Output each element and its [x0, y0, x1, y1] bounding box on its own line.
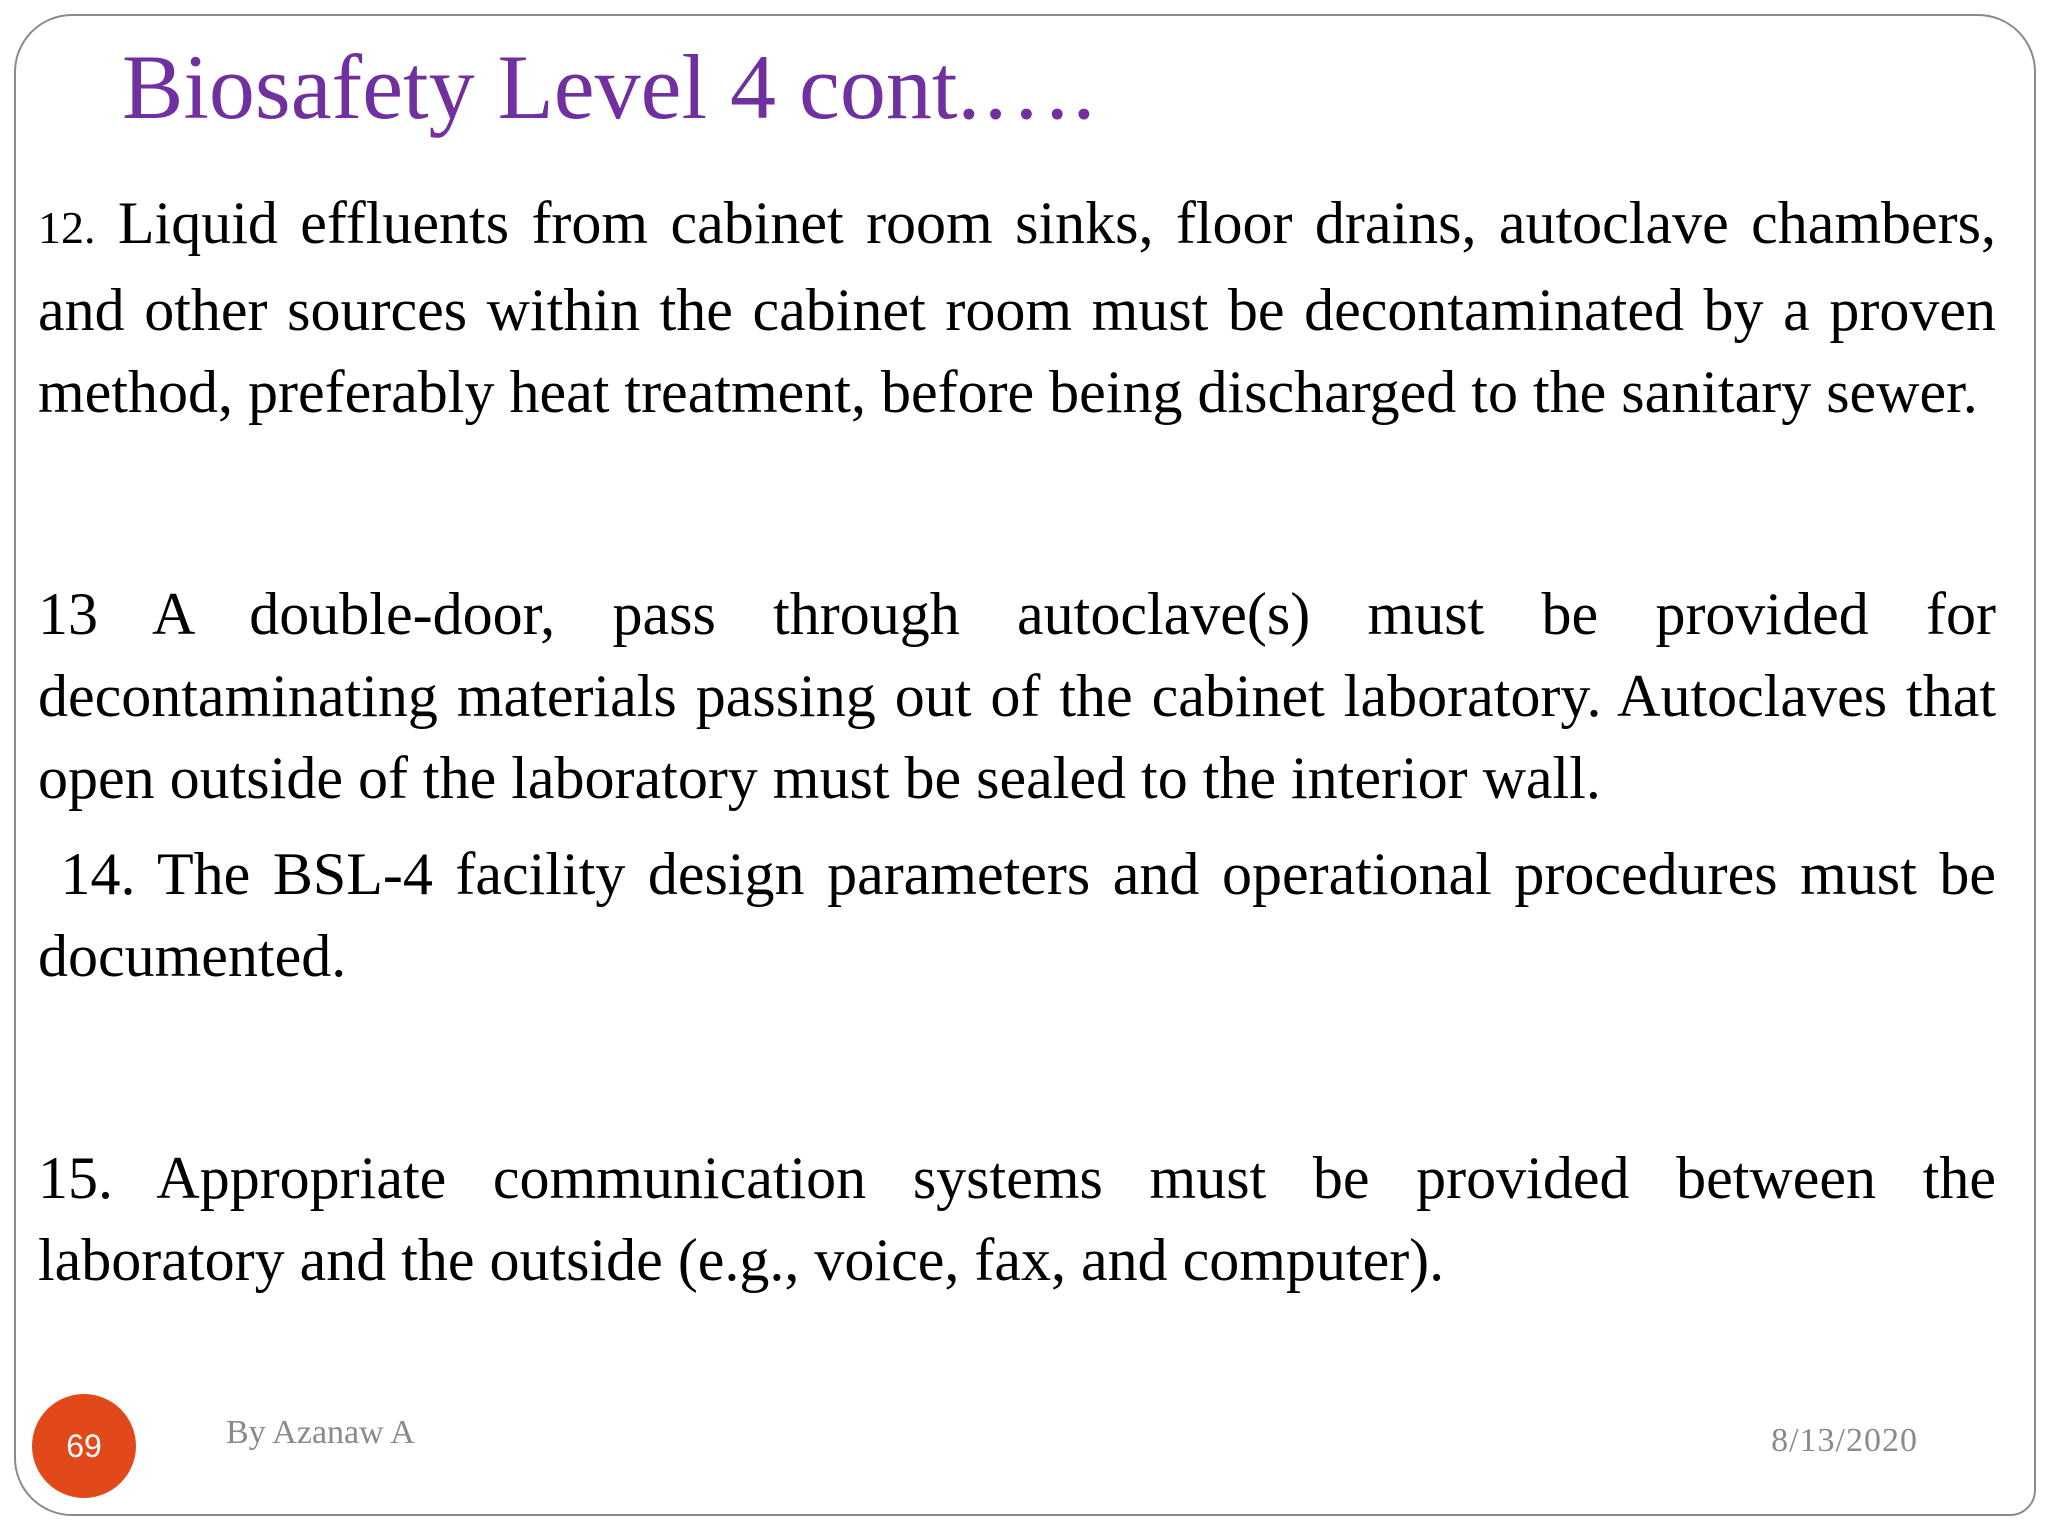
- footer-author: By Azanaw A: [226, 1414, 415, 1451]
- footer-date: 8/13/2020: [1771, 1422, 1918, 1459]
- item-number: 14.: [60, 841, 136, 907]
- item-number: 13: [38, 581, 98, 647]
- list-item: [38, 833, 1996, 997]
- item-number: 12.: [38, 202, 96, 253]
- list-item: [38, 1137, 1996, 1301]
- page-number-badge: 69: [32, 1394, 136, 1498]
- item-text: Liquid effluents from cabinet room sinks, floor drains, autoclave chambers, and other sources within the cabinet room must be decontaminated by a proven method, preferably heat treatment, before being discharged to the sanitary sewer.: [38, 190, 1996, 425]
- item-text: A double-door, pass through autoclave(s) must be provided for decontaminating materials passing out of the cabinet laboratory. Autoclaves that open outside of the laboratory must be sealed to the interior wall.: [38, 581, 1996, 811]
- list-item: [38, 573, 1996, 819]
- item-text: Appropriate communication systems must be provided between the laboratory and the outside (e.g., voice, fax, and computer).: [38, 1145, 1996, 1293]
- slide-title: Biosafety Level 4 cont.….: [122, 36, 1096, 138]
- slide-body: [38, 182, 1996, 1301]
- item-number: 15.: [38, 1145, 113, 1211]
- list-item: [38, 182, 1996, 433]
- item-text: The BSL-4 facility design parameters and operational procedures must be documented.: [38, 841, 1997, 989]
